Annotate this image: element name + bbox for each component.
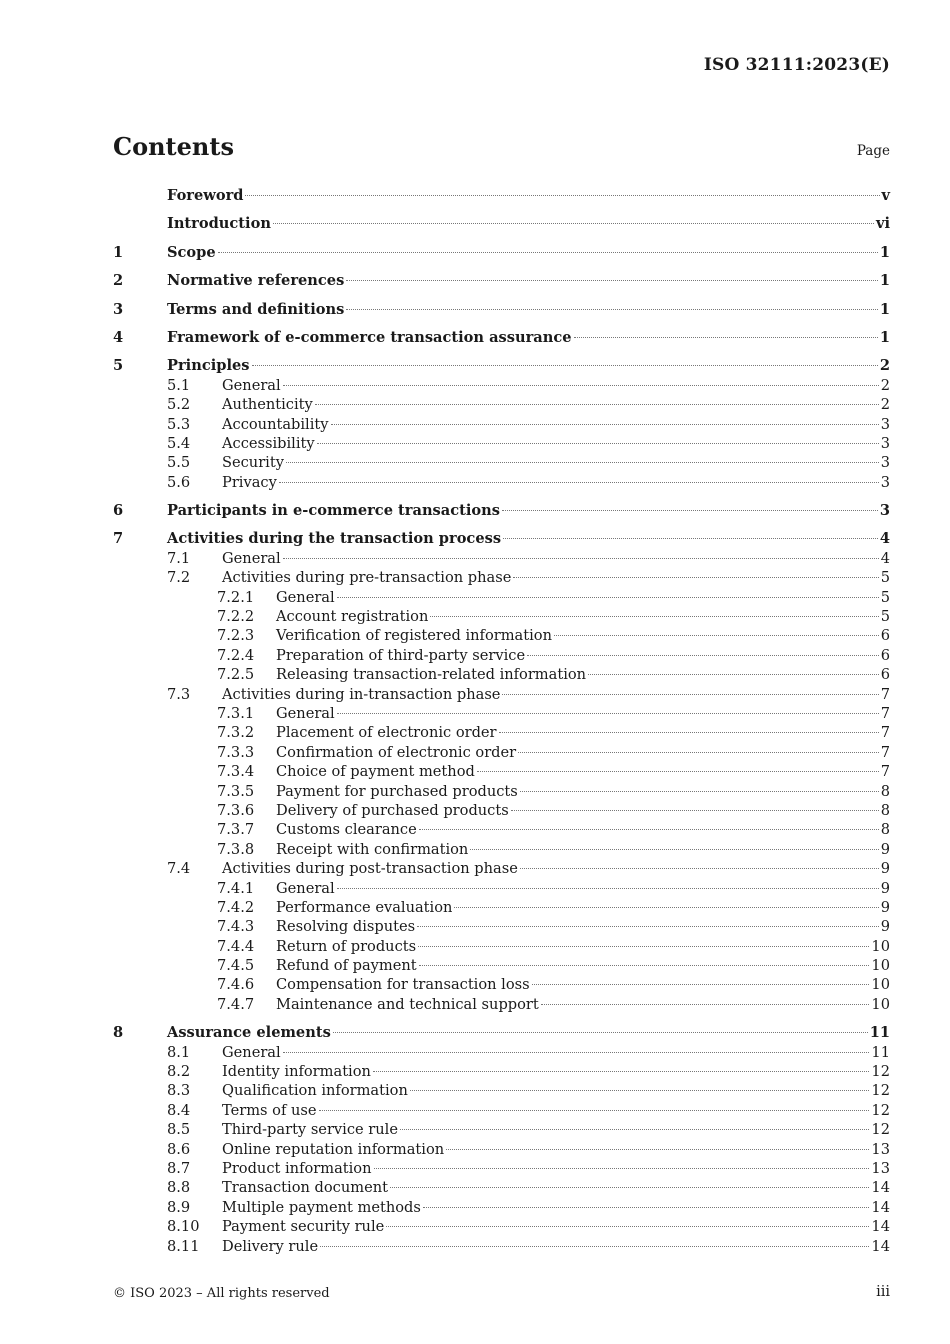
toc-entry[interactable]	[113, 529, 890, 548]
dot-leader	[317, 443, 879, 444]
toc-entry-title: Placement of electronic order	[276, 724, 497, 742]
toc-entry-page: 14	[871, 1218, 890, 1236]
dot-leader	[386, 1226, 869, 1227]
dot-leader	[520, 791, 879, 792]
toc-entry-page: 4	[879, 530, 890, 548]
dot-leader	[410, 1090, 870, 1091]
toc-entry[interactable]	[113, 328, 890, 347]
toc-entry-number: 7.4.2	[217, 898, 255, 916]
toc-entry[interactable]	[113, 859, 890, 878]
toc-entry-page: 9	[880, 879, 890, 897]
dot-leader	[346, 280, 878, 281]
toc-entry-number: 5.6	[167, 473, 191, 491]
page-number: iii	[876, 1284, 890, 1300]
toc-entry[interactable]	[113, 801, 890, 820]
toc-entry-number: 7.3	[167, 685, 191, 703]
dot-leader	[503, 538, 878, 539]
toc-entry[interactable]	[113, 415, 890, 434]
toc-entry-title: Terms and definitions	[167, 300, 345, 318]
toc-entry[interactable]	[113, 937, 890, 956]
toc-entry[interactable]	[113, 1101, 890, 1120]
toc-entry-number: 7.4.1	[217, 879, 255, 897]
toc-entry-title: Activities during post-transaction phase	[222, 860, 518, 878]
toc-entry-title: Payment for purchased products	[276, 782, 518, 800]
toc-entry-page: 13	[871, 1140, 890, 1158]
toc-entry-title: Maintenance and technical support	[276, 995, 539, 1013]
toc-entry[interactable]	[113, 1217, 890, 1236]
toc-entry-number: 2	[113, 272, 124, 290]
toc-entry-number: 7.2.5	[217, 666, 255, 684]
toc-entry[interactable]	[113, 356, 890, 375]
toc-entry[interactable]	[113, 1062, 890, 1081]
toc-entry-title: Verification of registered information	[276, 627, 552, 645]
page-column-label: Page	[856, 143, 890, 159]
toc-entry[interactable]	[113, 607, 890, 626]
toc-entry-title: Terms of use	[222, 1101, 317, 1119]
toc-entry-page: 3	[880, 454, 890, 472]
toc-entry-title: Receipt with confirmation	[276, 840, 469, 858]
toc-entry-page: 7	[880, 685, 890, 703]
dot-leader	[454, 907, 878, 908]
dot-leader	[333, 1032, 868, 1033]
toc-entry[interactable]	[113, 1120, 890, 1139]
dot-leader	[499, 732, 879, 733]
toc-entry-title: Refund of payment	[276, 957, 417, 975]
toc-entry[interactable]	[113, 434, 890, 453]
toc-entry-page: 11	[871, 1043, 890, 1061]
toc-entry[interactable]	[113, 665, 890, 684]
dot-leader	[283, 385, 879, 386]
toc-entry-page: v	[881, 187, 890, 204]
toc-entry-number: 7.4.4	[217, 937, 255, 955]
dot-leader	[511, 810, 879, 811]
dot-leader	[502, 510, 878, 511]
toc-entry-page: 5	[880, 608, 890, 626]
toc-entry-title: Accessibility	[222, 434, 315, 452]
toc-entry-title: Preparation of third-party service	[276, 646, 526, 664]
toc-entry-number: 4	[113, 328, 124, 346]
dot-leader	[518, 752, 879, 753]
toc-entry-number: 7.4	[167, 860, 191, 878]
toc-entry-title: General	[222, 1043, 281, 1061]
toc-entry[interactable]	[113, 1081, 890, 1100]
dot-leader	[283, 1052, 870, 1053]
toc-entry-title: Identity information	[222, 1063, 371, 1081]
toc-entry-page: 6	[880, 646, 890, 664]
toc-entry-page: 10	[871, 957, 890, 975]
dot-leader	[346, 309, 877, 310]
toc-entry-title: Foreword	[167, 187, 244, 204]
toc-entry-number: 8	[113, 1024, 124, 1042]
toc-entry[interactable]	[113, 214, 890, 233]
dot-leader	[588, 674, 879, 675]
toc-entry-number: 7.3.4	[217, 763, 255, 781]
toc-entry-title: Compensation for transaction loss	[276, 976, 530, 994]
toc-entry-number: 8.8	[167, 1179, 191, 1197]
toc-entry[interactable]	[113, 376, 890, 395]
dot-leader	[315, 404, 879, 405]
toc-entry-number: 6	[113, 502, 124, 520]
toc-entry-title: Customs clearance	[276, 821, 417, 839]
toc-entry-number: 8.6	[167, 1140, 191, 1158]
toc-entry-title: General	[222, 549, 281, 567]
dot-leader	[527, 655, 879, 656]
toc-entry-title: Releasing transaction-related information	[276, 666, 587, 684]
toc-entry-title: General	[276, 704, 335, 722]
toc-entry[interactable]	[113, 1140, 890, 1159]
toc-entry-number: 7.3.1	[217, 704, 255, 722]
toc-entry-page: 14	[871, 1179, 890, 1197]
toc-entry[interactable]	[113, 917, 890, 936]
dot-leader	[574, 337, 878, 338]
toc-entry[interactable]	[113, 626, 890, 645]
toc-entry-number: 8.9	[167, 1198, 191, 1216]
toc-entry-page: 2	[879, 357, 890, 375]
toc-entry-title: General	[276, 588, 335, 606]
dot-leader	[502, 694, 878, 695]
toc-entry[interactable]	[113, 501, 890, 520]
toc-entry-title: Transaction document	[222, 1179, 388, 1197]
toc-entry-number: 5.4	[167, 434, 191, 452]
toc-entry-title: Payment security rule	[222, 1218, 385, 1236]
dot-leader	[319, 1110, 870, 1111]
toc-entry-number: 7.2.4	[217, 646, 255, 664]
toc-entry-page: 5	[880, 588, 890, 606]
toc-entry-title: Scope	[167, 243, 216, 261]
toc-entry-page: 13	[871, 1159, 890, 1177]
dot-leader	[252, 365, 878, 366]
toc-entry[interactable]	[113, 685, 890, 704]
toc-entry-number: 8.3	[167, 1082, 191, 1100]
toc-entry-page: 10	[871, 995, 890, 1013]
toc-entry-page: 1	[879, 328, 890, 346]
toc-entry[interactable]	[113, 1198, 890, 1217]
toc-entry-title: Resolving disputes	[276, 918, 416, 936]
toc-entry-title: Security	[222, 454, 284, 472]
toc-entry-page: 9	[880, 918, 890, 936]
toc-entry-page: 7	[880, 743, 890, 761]
dot-leader	[541, 1004, 870, 1005]
toc-entry-number: 7.3.8	[217, 840, 255, 858]
toc-entry-title: Product information	[222, 1159, 372, 1177]
toc-entry-title: Privacy	[222, 473, 277, 491]
toc-entry-number: 5	[113, 357, 124, 375]
toc-entry-title: Delivery of purchased products	[276, 801, 509, 819]
toc-entry-number: 7.4.3	[217, 918, 255, 936]
toc-entry-number: 5.5	[167, 454, 191, 472]
toc-entry[interactable]	[113, 956, 890, 975]
toc-entry-title: Qualification information	[222, 1082, 408, 1100]
dot-leader	[279, 482, 879, 483]
toc-entry-title: Choice of payment method	[276, 763, 475, 781]
dot-leader	[423, 1207, 870, 1208]
toc-entry-page: 3	[879, 502, 890, 520]
toc-entry-page: 2	[880, 396, 890, 414]
toc-entry-title: Third-party service rule	[222, 1121, 398, 1139]
toc-entry[interactable]	[113, 995, 890, 1014]
toc-entry-title: Accountability	[222, 415, 329, 433]
toc-entry[interactable]	[113, 186, 890, 205]
toc-entry[interactable]	[113, 820, 890, 839]
dot-leader	[286, 462, 879, 463]
dot-leader	[273, 223, 874, 224]
toc-entry[interactable]	[113, 898, 890, 917]
page-title: Contents	[113, 132, 234, 161]
toc-entry-title: Participants in e-commerce transactions	[167, 502, 500, 520]
toc-entry[interactable]	[113, 243, 890, 262]
toc-entry-number: 5.1	[167, 376, 191, 394]
dot-leader	[419, 829, 879, 830]
toc-entry-title: General	[222, 376, 281, 394]
toc-entry-number: 8.1	[167, 1043, 191, 1061]
toc-entry-title: General	[276, 879, 335, 897]
toc-entry[interactable]	[113, 473, 890, 492]
toc-entry-page: 1	[879, 300, 890, 318]
copyright-notice: © ISO 2023 – All rights reserved	[113, 1286, 330, 1301]
toc-entry-page: 10	[871, 976, 890, 994]
toc-entry-title: Account registration	[276, 608, 429, 626]
toc-entry[interactable]	[113, 762, 890, 781]
toc-entry-number: 7.2.1	[217, 588, 255, 606]
toc-entry-page: 6	[880, 627, 890, 645]
toc-entry-page: 12	[871, 1101, 890, 1119]
toc-entry-number: 8.5	[167, 1121, 191, 1139]
toc-entry-page: 12	[871, 1121, 890, 1139]
toc-entry-page: 5	[880, 569, 890, 587]
toc-entry-page: 9	[880, 898, 890, 916]
dot-leader	[337, 713, 879, 714]
dot-leader	[520, 868, 879, 869]
dot-leader	[417, 926, 879, 927]
dot-leader	[532, 984, 870, 985]
toc-entry-page: 11	[869, 1024, 890, 1042]
toc-entry-number: 7.3.5	[217, 782, 255, 800]
toc-entry-title: Performance evaluation	[276, 898, 453, 916]
toc-entry-page: 14	[871, 1237, 890, 1255]
toc-entry-title: Activities during pre-transaction phase	[222, 569, 512, 587]
toc-entry-number: 3	[113, 300, 124, 318]
toc-entry-number: 5.3	[167, 415, 191, 433]
toc-entry-title: Confirmation of electronic order	[276, 743, 517, 761]
toc-entry[interactable]	[113, 704, 890, 723]
dot-leader	[400, 1129, 869, 1130]
toc-entry[interactable]	[113, 1023, 890, 1042]
dot-leader	[418, 946, 869, 947]
toc-entry-number: 1	[113, 243, 124, 261]
toc-entry-number: 7.3.3	[217, 743, 255, 761]
toc-entry-number: 8.11	[167, 1237, 200, 1255]
toc-entry-page: 7	[880, 704, 890, 722]
toc-entry[interactable]	[113, 1178, 890, 1197]
toc-entry-title: Online reputation information	[222, 1140, 445, 1158]
toc-entry-page: 3	[880, 473, 890, 491]
toc-entry-number: 7.3.7	[217, 821, 255, 839]
toc-entry-page: 7	[880, 763, 890, 781]
toc-entry-page: 10	[871, 937, 890, 955]
toc-entry-number: 8.4	[167, 1101, 191, 1119]
toc-entry[interactable]	[113, 588, 890, 607]
document-id: ISO 32111:2023(E)	[703, 55, 890, 75]
toc-entry[interactable]	[113, 1237, 890, 1256]
toc-entry[interactable]	[113, 782, 890, 801]
toc-entry[interactable]	[113, 271, 890, 290]
toc-entry[interactable]	[113, 743, 890, 762]
toc-entry-page: 9	[880, 860, 890, 878]
toc-entry-title: Assurance elements	[167, 1024, 331, 1042]
dot-leader	[446, 1149, 869, 1150]
toc-entry[interactable]	[113, 1159, 890, 1178]
toc-entry-number: 8.10	[167, 1218, 200, 1236]
toc-entry-page: 3	[880, 415, 890, 433]
toc-entry-page: vi	[875, 215, 890, 233]
toc-entry-title: Activities during in-transaction phase	[222, 685, 501, 703]
toc-entry-page: 7	[880, 724, 890, 742]
dot-leader	[390, 1187, 869, 1188]
toc-entry[interactable]	[113, 453, 890, 472]
toc-entry-title: Authenticity	[222, 396, 313, 414]
dot-leader	[477, 771, 879, 772]
toc-entry-number: 7.4.7	[217, 995, 255, 1013]
dot-leader	[218, 252, 878, 253]
toc-entry-page: 1	[879, 243, 890, 261]
toc-entry-page: 12	[871, 1063, 890, 1081]
toc-entry-number: 7.3.2	[217, 724, 255, 742]
toc-entry-title: Introduction	[167, 215, 271, 233]
dot-leader	[283, 558, 879, 559]
toc-entry-number: 7.4.6	[217, 976, 255, 994]
dot-leader	[337, 597, 879, 598]
toc-entry-title: Delivery rule	[222, 1237, 319, 1255]
toc-entry-page: 6	[880, 666, 890, 684]
dot-leader	[331, 424, 879, 425]
dot-leader	[554, 635, 879, 636]
toc-entry-title: Activities during the transaction process	[167, 530, 502, 548]
toc-entry-number: 5.2	[167, 396, 191, 414]
toc-entry-title: Return of products	[276, 937, 417, 955]
toc-entry-number: 7	[113, 530, 124, 548]
toc-entry-page: 12	[871, 1082, 890, 1100]
toc-entry-number: 7.2.3	[217, 627, 255, 645]
toc-entry-page: 8	[880, 782, 890, 800]
dot-leader	[373, 1071, 870, 1072]
toc-entry-page: 3	[880, 434, 890, 452]
dot-leader	[337, 888, 879, 889]
toc-entry-number: 7.3.6	[217, 801, 255, 819]
dot-leader	[245, 195, 879, 196]
toc-entry[interactable]	[113, 879, 890, 898]
toc-entry[interactable]	[113, 723, 890, 742]
toc-entry[interactable]	[113, 568, 890, 587]
dot-leader	[513, 577, 878, 578]
dot-leader	[374, 1168, 870, 1169]
toc-entry-title: Multiple payment methods	[222, 1198, 421, 1216]
toc-entry-page: 14	[871, 1198, 890, 1216]
toc-entry-title: Normative references	[167, 272, 345, 290]
toc-entry[interactable]	[113, 395, 890, 414]
toc-entry-page: 9	[880, 840, 890, 858]
toc-entry-number: 7.4.5	[217, 957, 255, 975]
toc-entry-page: 4	[880, 549, 890, 567]
toc-entry-number: 8.7	[167, 1159, 191, 1177]
table-of-contents	[113, 186, 890, 1256]
toc-entry-title: Framework of e-commerce transaction assurance	[167, 328, 572, 346]
toc-entry-number: 7.2	[167, 569, 191, 587]
toc-entry[interactable]	[113, 1043, 890, 1062]
toc-entry-number: 7.1	[167, 549, 191, 567]
toc-entry[interactable]	[113, 549, 890, 568]
toc-entry-page: 2	[880, 376, 890, 394]
toc-entry-page: 8	[880, 821, 890, 839]
toc-entry[interactable]	[113, 300, 890, 319]
dot-leader	[430, 616, 878, 617]
toc-entry-page: 8	[880, 801, 890, 819]
toc-entry[interactable]	[113, 646, 890, 665]
toc-entry-page: 1	[879, 272, 890, 290]
dot-leader	[320, 1246, 869, 1247]
toc-entry-title: Principles	[167, 357, 250, 375]
toc-entry[interactable]	[113, 840, 890, 859]
dot-leader	[419, 965, 870, 966]
toc-entry[interactable]	[113, 975, 890, 994]
toc-entry-number: 7.2.2	[217, 608, 255, 626]
dot-leader	[470, 849, 878, 850]
toc-entry-number: 8.2	[167, 1063, 191, 1081]
